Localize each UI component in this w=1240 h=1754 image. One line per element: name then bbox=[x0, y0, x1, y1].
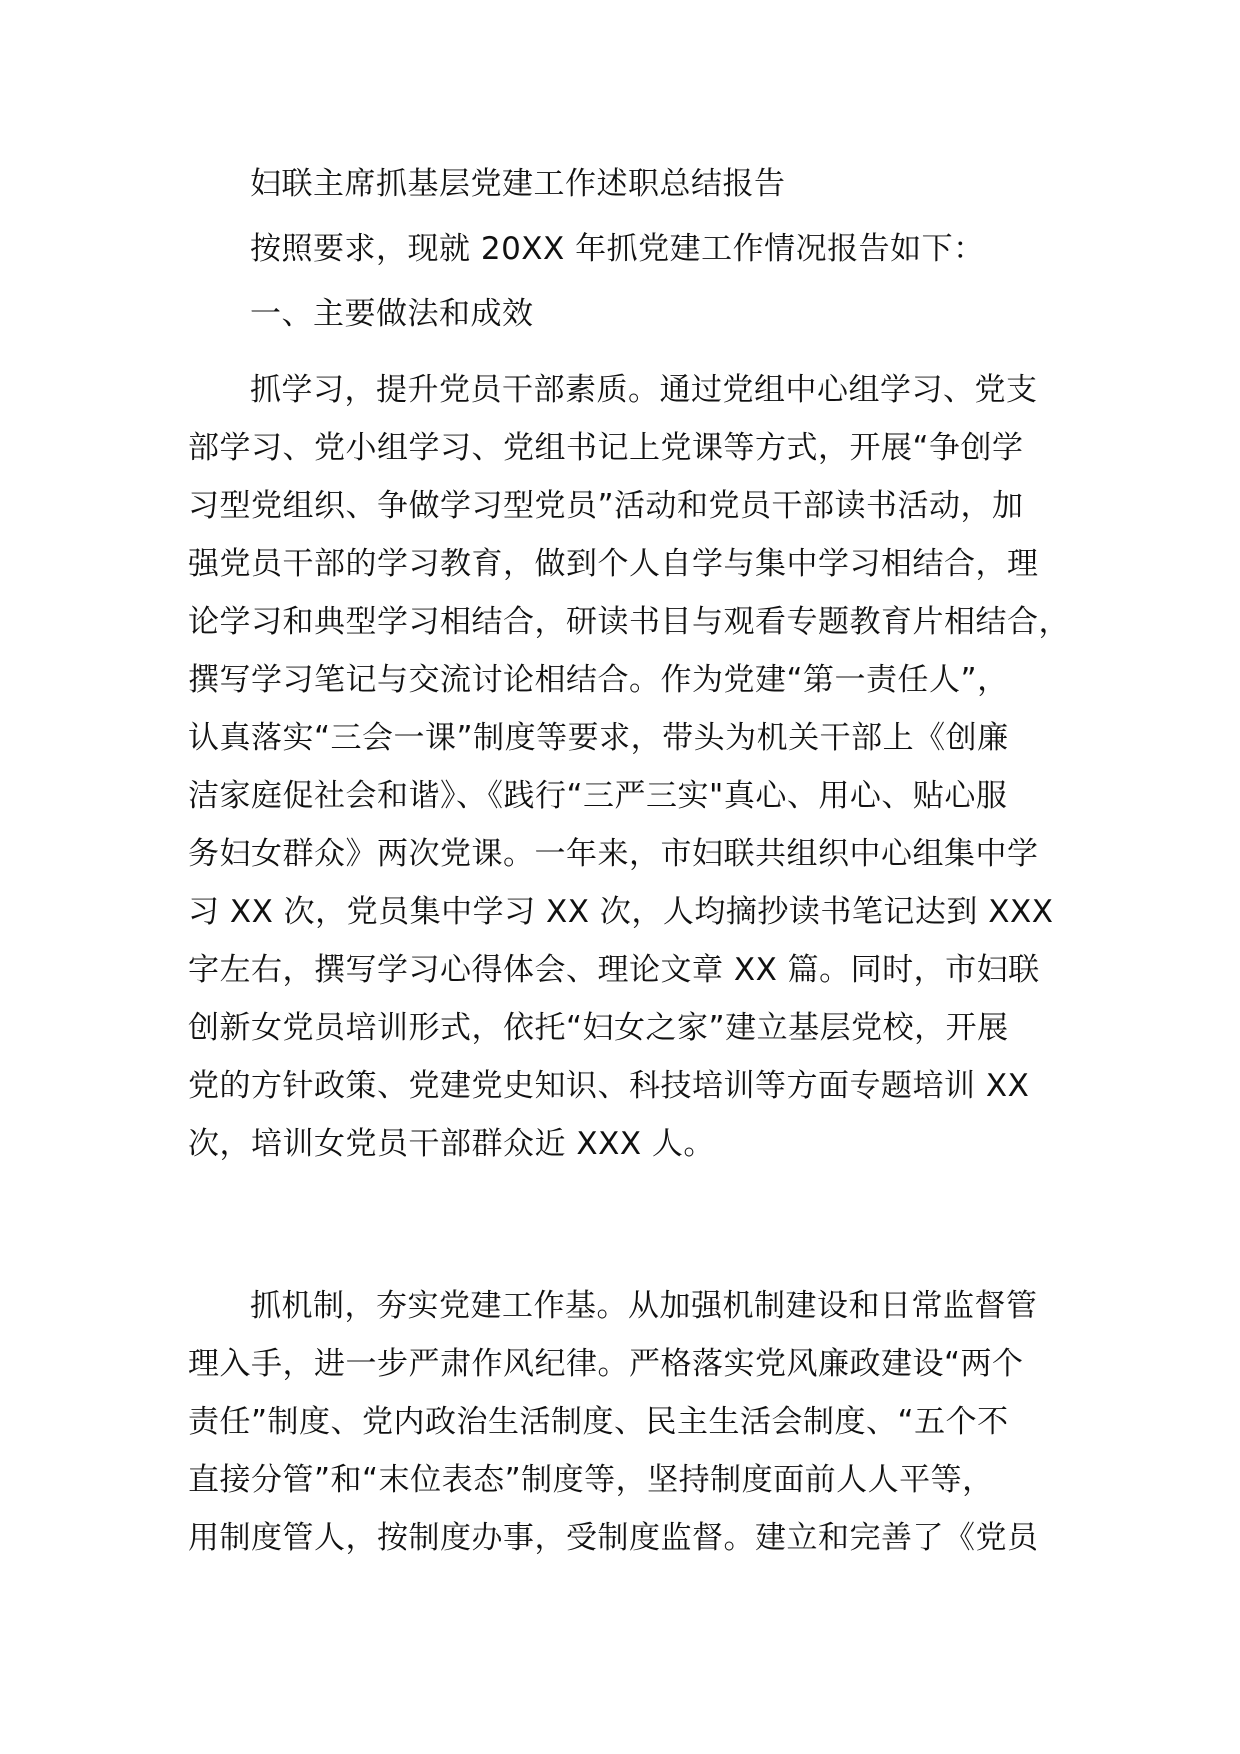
paragraph-line: 理入手，进一步严肃作风纪律。严格落实党风廉政建设“两个 bbox=[188, 1346, 1024, 1382]
section-heading: 一、主要做法和成效 bbox=[250, 296, 534, 332]
paragraph-line: 务妇女群众》两次党课。一年来，市妇联共组织中心组集中学 bbox=[188, 836, 1039, 872]
paragraph-line: 抓机制，夯实党建工作基。从加强机制建设和日常监督管 bbox=[250, 1288, 1038, 1324]
paragraph-line: 责任”制度、党内政治生活制度、民主生活会制度、“五个不 bbox=[188, 1404, 1009, 1440]
paragraph-line: 抓学习，提升党员干部素质。通过党组中心组学习、党支 bbox=[250, 372, 1038, 408]
paragraph-line: 论学习和典型学习相结合，研读书目与观看专题教育片相结合， bbox=[188, 604, 1070, 640]
paragraph-line: 直接分管”和“末位表态”制度等，坚持制度面前人人平等， bbox=[188, 1462, 994, 1498]
paragraph-line: 洁家庭促社会和谐》、《践行“三严三实"真心、用心、贴心服 bbox=[188, 778, 1008, 814]
paragraph-line: 次，培训女党员干部群众近 XXX 人。 bbox=[188, 1126, 715, 1162]
paragraph-line: 认真落实“三会一课”制度等要求，带头为机关干部上《创廉 bbox=[188, 720, 1009, 756]
paragraph-line: 部学习、党小组学习、党组书记上党课等方式，开展“争创学 bbox=[188, 430, 1024, 466]
paragraph-line: 强党员干部的学习教育，做到个人自学与集中学习相结合，理 bbox=[188, 546, 1039, 582]
paragraph-line: 党的方针政策、党建党史知识、科技培训等方面专题培训 XX bbox=[188, 1068, 1030, 1104]
document-title: 妇联主席抓基层党建工作述职总结报告 bbox=[250, 166, 786, 202]
paragraph-line: 习 XX 次，党员集中学习 XX 次，人均摘抄读书笔记达到 XXX bbox=[188, 894, 1054, 930]
paragraph-line: 用制度管人，按制度办事，受制度监督。建立和完善了《党员 bbox=[188, 1520, 1039, 1556]
intro-paragraph: 按照要求，现就 20XX 年抓党建工作情况报告如下： bbox=[250, 231, 985, 267]
paragraph-line: 习型党组织、争做学习型党员”活动和党员干部读书活动，加 bbox=[188, 488, 1024, 524]
paragraph-line: 字左右，撰写学习心得体会、理论文章 XX 篇。同时，市妇联 bbox=[188, 952, 1040, 988]
paragraph-line: 创新女党员培训形式，依托“妇女之家”建立基层党校，开展 bbox=[188, 1010, 1009, 1046]
paragraph-line: 撰写学习笔记与交流讨论相结合。作为党建“第一责任人”， bbox=[188, 662, 1009, 698]
